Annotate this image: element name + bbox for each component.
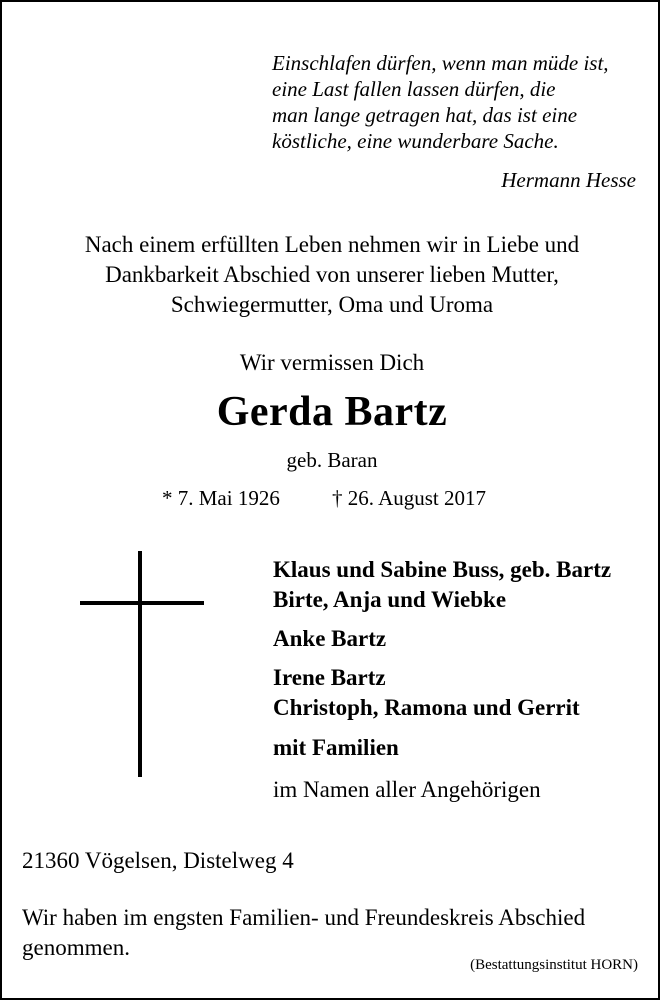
family-group	[273, 663, 580, 723]
quote-line: Einschlafen dürfen, wenn man müde ist,	[272, 51, 609, 75]
funeral-home: (Bestattungsinstitut HORN)	[470, 957, 638, 973]
family-line: Anke Bartz	[273, 626, 387, 651]
quote-author: Hermann Hesse	[501, 168, 636, 192]
cross-icon-beam	[80, 601, 204, 605]
family-line: Irene Bartz	[273, 665, 386, 690]
intro-line: Schwiegermutter, Oma und Uroma	[170, 292, 494, 317]
maiden-name: geb. Baran	[286, 448, 378, 472]
family-group	[273, 555, 611, 615]
quote-line: köstliche, eine wunderbare Sache.	[272, 129, 559, 153]
address: 21360 Vögelsen, Distelweg 4	[22, 848, 294, 873]
quote-line: man lange getragen hat, das ist eine	[272, 103, 578, 127]
intro-text	[2, 230, 660, 320]
cross-icon	[138, 551, 142, 777]
miss-text: Wir vermissen Dich	[239, 350, 425, 375]
family-line: Birte, Anja und Wiebke	[273, 587, 507, 612]
intro-line: Nach einem erfüllten Leben nehmen wir in Liebe und	[84, 232, 580, 257]
birth-date: * 7. Mai 1926	[162, 486, 280, 510]
family-line: Christoph, Ramona und Gerrit	[273, 695, 580, 720]
regards-text: im Namen aller Angehörigen	[273, 777, 541, 802]
family-line: Klaus und Sabine Buss, geb. Bartz	[273, 557, 612, 582]
family-line: mit Familien	[273, 735, 399, 760]
quote-line: eine Last fallen lassen dürfen, die	[272, 77, 556, 101]
intro-line: Dankbarkeit Abschied von unserer lieben Mutter,	[105, 262, 559, 287]
quote-block	[272, 50, 652, 154]
deceased-name: Gerda Bartz	[216, 389, 448, 435]
death-date: † 26. August 2017	[332, 486, 487, 510]
family-group	[273, 733, 399, 763]
funeral-notice: Wir haben im engsten Familien- und Freundeskreis Abschied genommen.	[22, 905, 586, 960]
family-group	[273, 624, 386, 654]
